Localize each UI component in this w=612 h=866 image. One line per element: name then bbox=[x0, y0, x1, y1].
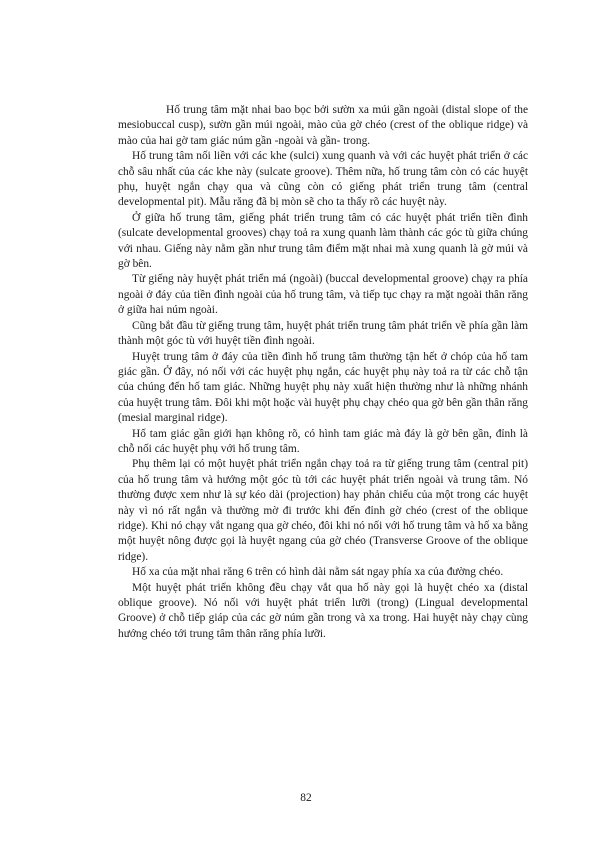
page-number: 82 bbox=[300, 792, 312, 804]
paragraph-buccal-groove: Từ giếng này huyệt phát triển má (ngoài) (buccal developmental groove) chạy ra phía ngoài ở đáy của tiền đình ngoài của hố trung tâm, và tiếp tục chạy ra mặt ngoài thân răng ở giữa hai núm ngoài. bbox=[118, 273, 528, 317]
paragraph-mesial-triangular-fossa: Huyệt trung tâm ở đáy của tiền đình hố trung tâm thường tận hết ở chóp của hố tam giác gần. Ở đây, nó nối với các huyệt phụ ngắn, các huyệt phụ này toả ra từ các chỗ tận của chúng đến hố tam giác. Những huyệt phụ này xuất hiện thường như là những nhánh của huyệt trung tâm. Đôi khi một hoặc vài huyệt phụ chạy chéo qua gờ bên gần thân răng (mesial marginal ridge). bbox=[118, 350, 528, 425]
paragraph-central-groove: Cũng bắt đầu từ giếng trung tâm, huyệt phát triển trung tâm phát triển về phía gần làm thành một góc tù với huyệt tiền đình ngoài. bbox=[118, 319, 528, 348]
paragraph-central-pit: Ở giữa hố trung tâm, giếng phát triển trung tâm có các huyệt phát triển tiền đình (sulcate developmental grooves) chạy toả ra xung quanh làm thành các góc tù giữa chúng với nhau. Giếng này nằm gần như trung tâm điểm mặt nhai mà xung quanh là gờ múi và gờ bên. bbox=[118, 211, 528, 271]
paragraph-central-fossa-boundaries: Hố trung tâm mặt nhai bao bọc bởi sườn xa múi gần ngoài (distal slope of the mesiobuccal cusp), sườn gần múi ngoài, mào của gờ chéo (crest of the oblique ridge) và mào của hai gờ tam giác núm gần -ngoài và gần- trong. bbox=[118, 104, 528, 147]
paragraph-distal-oblique-groove: Một huyệt phát triển không đều chạy vắt qua hố này gọi là huyệt chéo xa (distal oblique groove). Nó nối với huyệt phát triển lưỡi (trong) (Lingual developmental Groove) ở chỗ tiếp giáp của các gờ núm gần trong và xa trong. Hai huyệt này chạy cùng hướng chéo tới trung tâm thân răng phía lưỡi. bbox=[118, 581, 528, 640]
paragraph-triangular-fossa-shape: Hố tam giác gần giới hạn không rõ, có hình tam giác mà đáy là gờ bên gần, đỉnh là chỗ nối các huyệt phụ với hố trung tâm. bbox=[118, 427, 528, 455]
body-text bbox=[118, 103, 528, 642]
paragraph-supplemental-groove: Phụ thêm lại có một huyệt phát triển ngắn chạy toả ra từ giếng trung tâm (central pit) của hố trung tâm và hướng một góc tù tới các huyệt phát triển ngoài và trung tâm. Nó thường được xem như là sự kéo dài (projection) hay phản chiếu của một trong các huyệt này vì nó rất ngắn và thường mờ đi trước khi đến đỉnh gờ chéo (crest of the oblique ridge). Khi nó chạy vắt ngang qua gờ chéo, đôi khi nó nối với hố trung tâm và hố xa bằng một huyệt nông được gọi là huyệt ngang của gờ chéo (Transverse Groove of the oblique ridge). bbox=[118, 458, 528, 563]
paragraph-distal-fossa: Hố xa của mặt nhai răng 6 trên có hình dài nằm sát ngay phía xa của đường chéo. bbox=[132, 566, 504, 579]
paragraph-central-fossa-grooves: Hố trung tâm nối liền với các khe (sulci) xung quanh và với các huyệt phát triển ở các chỗ sâu nhất của các khe này (sulcate groove). Thêm nữa, hố trung tâm còn có các huyệt phụ, huyệt ngắn chạy qua và cũng còn có giếng phát triển trung tâm (central developmental pit). Mẫu răng đã bị mòn sẽ cho ta thấy rõ các huyệt này. bbox=[118, 150, 528, 209]
